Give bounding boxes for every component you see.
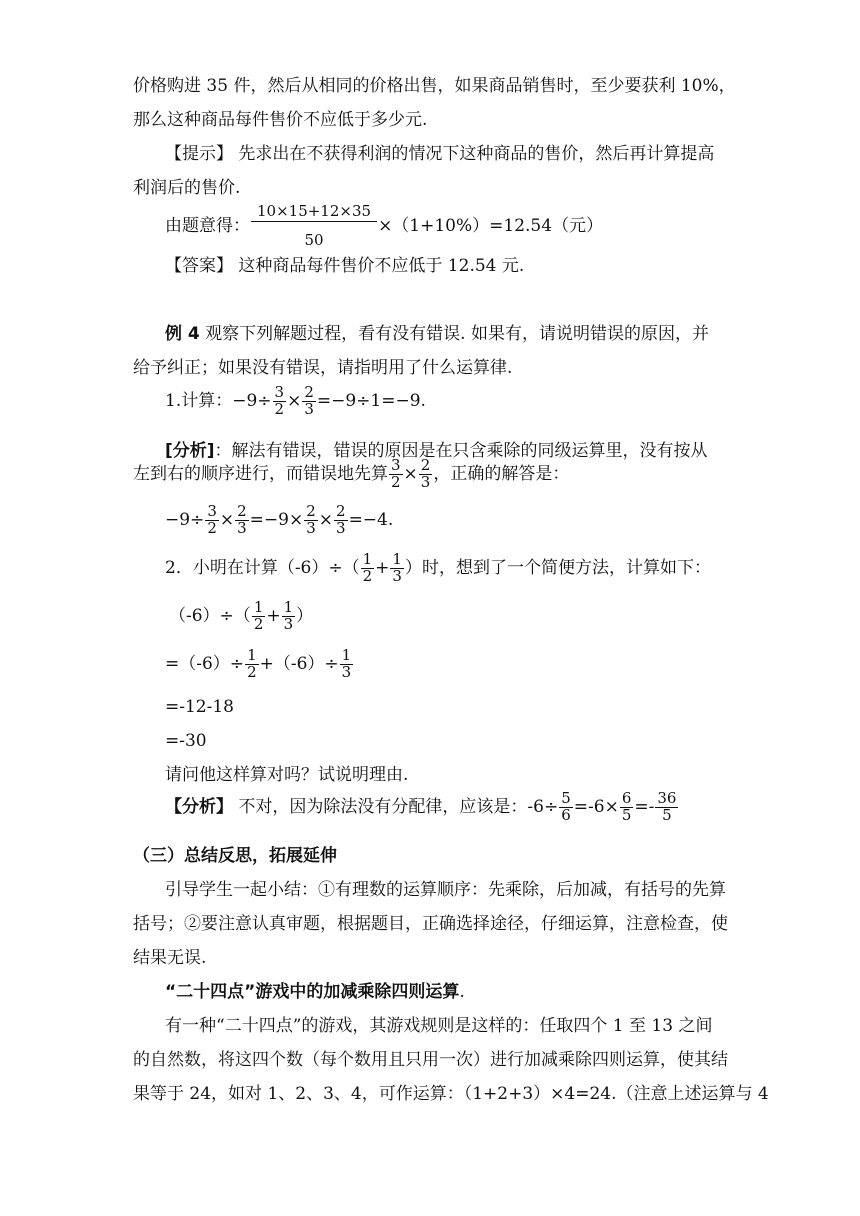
denominator: 3	[420, 472, 431, 491]
answer-label: 【答案】	[165, 256, 233, 276]
question-ask: 请问他这样算对吗？试说明理由.	[165, 765, 409, 785]
calc-fraction	[251, 203, 377, 250]
fraction	[205, 504, 219, 537]
denominator: 3	[392, 566, 402, 585]
denominator: 2	[207, 518, 217, 537]
q1-prefix: 1.计算：−9÷	[165, 390, 272, 411]
analysis-text: ：解法有错误，错误的原因是在只含乘除的同级运算里，没有按从	[214, 441, 708, 461]
plus-sign: +	[266, 605, 281, 626]
fraction	[620, 791, 634, 824]
numerator: 2	[304, 383, 314, 401]
summary-line-3: 结果无误.	[133, 948, 207, 968]
fraction	[235, 504, 249, 537]
calc-denominator: 50	[304, 230, 324, 249]
analysis-1-line-2	[133, 458, 569, 491]
calc-line	[165, 203, 603, 250]
denominator: 3	[306, 518, 316, 537]
game-title-end: .	[459, 982, 465, 1002]
calc-prefix: 由题意得：	[165, 215, 250, 236]
denominator: 2	[253, 614, 264, 633]
hint-text: 先求出在不获得利润的情况下这种商品的售价，然后再计算提高	[233, 144, 715, 164]
numerator: 1	[253, 598, 264, 616]
denominator: 3	[341, 662, 352, 681]
q1-suffix: =−9÷1=−9.	[316, 390, 426, 411]
analysis-text-b: ，正确的解答是：	[433, 463, 570, 484]
numerator: 1	[247, 646, 257, 664]
game-line-3: 果等于 24，如对 1、2、3、4，可作运算：（1+2+3）×4=24.（注意上述运算与 4	[133, 1084, 769, 1104]
example-4-line-1	[165, 324, 709, 344]
fraction	[302, 385, 316, 418]
fraction	[559, 791, 573, 824]
numerator: 5	[561, 789, 571, 807]
denominator: 2	[391, 472, 401, 491]
denominator: 3	[283, 614, 294, 633]
fraction	[273, 385, 287, 418]
solution-1	[165, 504, 393, 537]
summary-line-2: 括号；②要注意认真审题，根据题目，正确选择途径，仔细运算，注意检查，使	[133, 914, 728, 934]
sol-part: ×	[219, 509, 235, 530]
denominator: 2	[362, 566, 373, 585]
numerator: 1	[341, 646, 352, 664]
fraction	[340, 648, 354, 681]
fraction	[334, 504, 348, 537]
answer-text: 这种商品每件售价不应低于 12.54 元.	[233, 256, 525, 276]
numerator: 2	[420, 456, 431, 474]
denominator: 6	[561, 805, 571, 824]
denominator: 5	[621, 805, 632, 824]
fraction	[655, 791, 678, 824]
step-part: +（-6）÷	[259, 653, 339, 674]
analysis-part: =-6×	[573, 796, 619, 817]
denominator: 2	[247, 662, 257, 681]
hint-line-2: 利润后的售价.	[133, 178, 241, 198]
example-4-text: 观察下列解题过程，看有没有错误. 如果有，请说明错误的原因，并	[199, 324, 709, 344]
fraction	[245, 648, 259, 681]
step-1	[169, 600, 313, 633]
sol-part: =−9×	[249, 509, 304, 530]
problem-line-2: 那么这种商品每件售价不应低于多少元.	[133, 110, 428, 130]
example-4-label: 例 4	[165, 324, 200, 344]
numerator: 2	[336, 502, 346, 520]
game-title	[165, 982, 465, 1002]
question-2	[165, 552, 711, 585]
fraction	[389, 458, 403, 491]
answer-line	[165, 256, 524, 276]
fraction	[419, 458, 433, 491]
fraction	[304, 504, 318, 537]
times-sign: ×	[287, 390, 302, 411]
analysis-2	[165, 791, 679, 824]
denominator: 2	[274, 399, 285, 418]
hint-line-1	[165, 144, 714, 164]
q2-part: ）时，想到了一个简便方法，计算如下：	[404, 557, 711, 578]
problem-line-1: 价格购进 35 件，然后从相同的价格出售，如果商品销售时，至少要获利 10%，	[133, 76, 736, 96]
fraction	[252, 600, 266, 633]
step-3: =-12-18	[165, 697, 234, 717]
step-part: ）	[296, 605, 314, 626]
fraction	[390, 552, 404, 585]
numerator: 36	[657, 789, 677, 807]
analysis-label: 【分析】	[165, 796, 233, 817]
calc-suffix: ×（1+10%）=12.54（元）	[378, 215, 604, 236]
analysis-text-a: 左到右的顺序进行，而错误地先算	[133, 463, 388, 484]
sol-part: −9÷	[165, 509, 205, 530]
numerator: 2	[237, 502, 247, 520]
calc-numerator: 10×15+12×35	[251, 203, 377, 222]
step-part: =（-6）÷	[165, 653, 245, 674]
numerator: 3	[391, 456, 401, 474]
numerator: 1	[362, 550, 373, 568]
game-line-1: 有一种“二十四点”的游戏，其游戏规则是这样的：任取四个 1 至 13 之间	[165, 1016, 713, 1036]
analysis-part: 不对，因为除法没有分配律，应该是：-6÷	[233, 796, 559, 817]
analysis-part: =-	[634, 796, 655, 817]
sol-part: =−4.	[348, 509, 394, 530]
step-part: （-6）÷（	[169, 605, 251, 626]
numerator: 2	[306, 502, 316, 520]
summary-line-1: 引导学生一起小结：①有理数的运算顺序：先乘除，后加减，有括号的先算	[165, 880, 726, 900]
plus-sign: +	[375, 557, 390, 578]
game-line-2: 的自然数，将这四个数（每个数用且只用一次）进行加减乘除四则运算，使其结	[133, 1050, 728, 1070]
numerator: 1	[283, 598, 294, 616]
denominator: 3	[336, 518, 346, 537]
analysis-label: [分析]	[165, 441, 215, 461]
denominator: 5	[662, 805, 672, 824]
sol-part: ×	[318, 509, 334, 530]
numerator: 6	[621, 789, 632, 807]
game-title-text: “二十四点”游戏中的加减乘除四则运算	[165, 982, 460, 1002]
hint-label: 【提示】	[165, 144, 233, 164]
numerator: 3	[207, 502, 217, 520]
times-sign: ×	[403, 463, 418, 484]
step-2	[165, 648, 354, 681]
q2-part: 2．小明在计算（-6）÷（	[165, 557, 360, 578]
fraction	[282, 600, 296, 633]
numerator: 3	[274, 383, 285, 401]
numerator: 1	[392, 550, 402, 568]
question-1	[165, 385, 426, 418]
example-4-line-2: 给予纠正；如果没有错误，请指明用了什么运算律.	[133, 358, 513, 378]
denominator: 3	[237, 518, 247, 537]
denominator: 3	[304, 399, 314, 418]
section-3-title: （三）总结反思，拓展延伸	[133, 846, 337, 866]
step-4: =-30	[165, 731, 207, 751]
fraction	[361, 552, 375, 585]
